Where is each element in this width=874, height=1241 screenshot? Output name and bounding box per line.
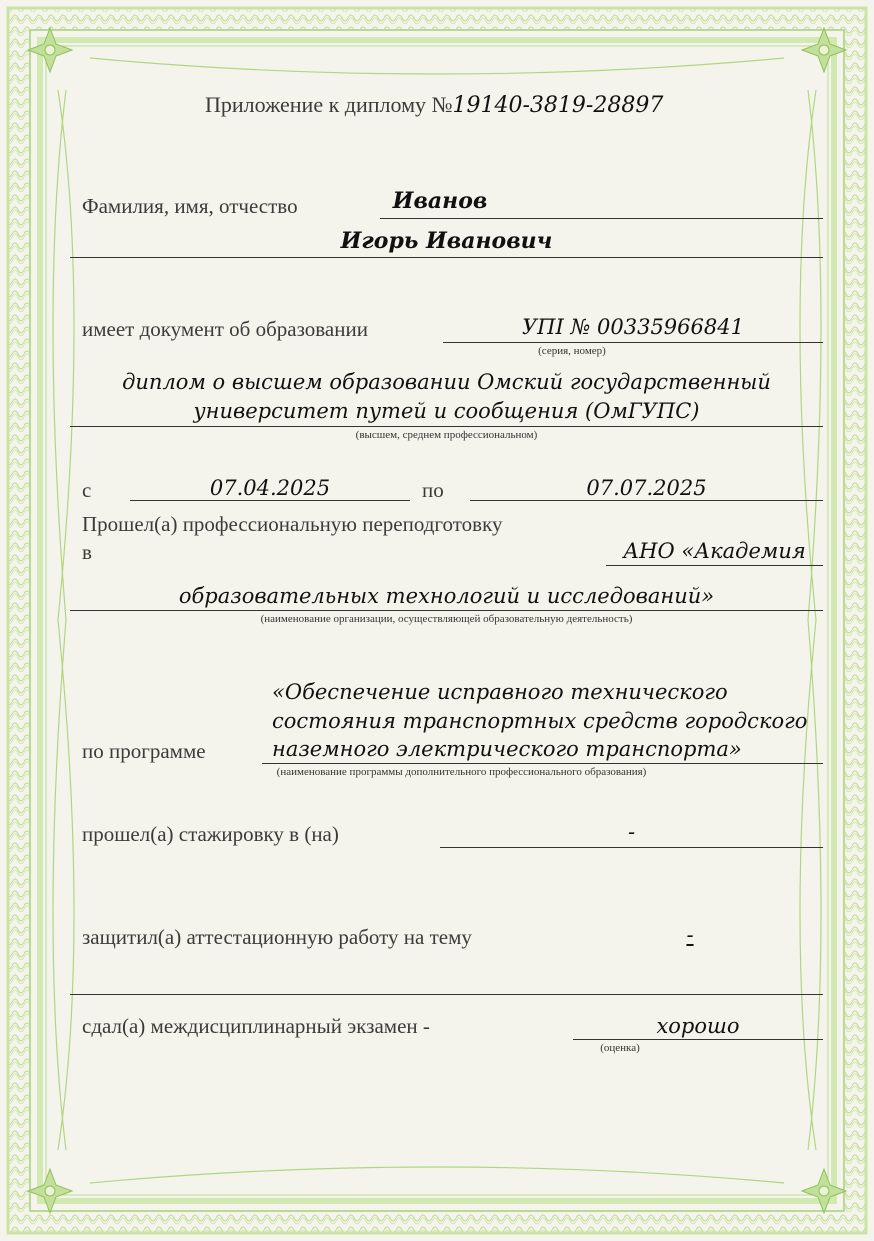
program-line3: наземного электрического транспорта» <box>272 737 742 761</box>
organization-line2-underline <box>70 610 823 611</box>
last-name-underline <box>380 218 823 219</box>
program-underline <box>262 763 823 764</box>
education-doc-number: УПI № 00335966841 <box>522 315 744 339</box>
education-level-caption: (высшем, среднем профессиональном) <box>355 429 538 441</box>
education-doc-number-underline <box>443 342 823 343</box>
organization-line1: АНО «Академия <box>623 539 806 563</box>
title-prefix: Приложение к диплому № <box>205 92 453 117</box>
education-desc-line2: университет путей и сообщения (ОмГУПС) <box>193 399 700 423</box>
last-name: Иванов <box>392 188 488 214</box>
grade-caption: (оценка) <box>600 1042 640 1054</box>
first-middle-underline <box>70 257 823 258</box>
organization-caption: (наименование организации, осуществляющей образовательную деятельность) <box>260 613 633 625</box>
organization-line1-underline <box>606 565 823 566</box>
document-title <box>205 92 663 118</box>
first-middle-name: Игорь Иванович <box>340 228 553 254</box>
thesis-underline <box>70 994 823 995</box>
exam-grade: хорошо <box>656 1014 740 1038</box>
period-from-underline <box>130 500 410 501</box>
program-caption: (наименование программы дополнительного профессионального образования) <box>276 766 647 778</box>
fio-label: Фамилия, имя, отчество <box>82 194 298 218</box>
internship-label: прошел(а) стажировку в (на) <box>82 822 339 846</box>
period-from-date: 07.04.2025 <box>209 476 331 500</box>
education-desc-underline <box>70 426 823 427</box>
appendix-number: 19140-3819-28897 <box>452 93 664 118</box>
series-number-caption: (серия, номер) <box>538 345 606 357</box>
program-line1: «Обеспечение исправного технического <box>272 680 728 704</box>
education-desc-line1: диплом о высшем образовании Омский государственный <box>122 370 771 394</box>
exam-label: сдал(а) междисциплинарный экзамен - <box>82 1014 430 1038</box>
period-from-label: с <box>82 478 92 502</box>
organization-line2: образовательных технологий и исследований» <box>178 584 715 608</box>
retraining-in-label: в <box>82 540 92 564</box>
retraining-label: Прошел(а) профессиональную переподготовку <box>82 512 503 536</box>
program-label: по программе <box>82 739 206 763</box>
internship-underline <box>440 847 823 848</box>
thesis-label: защитил(а) аттестационную работу на тему <box>82 925 472 949</box>
period-to-label: по <box>422 478 444 502</box>
education-doc-label: имеет документ об образовании <box>82 317 368 341</box>
program-line2: состояния транспортных средств городского <box>272 709 808 733</box>
period-to-date: 07.07.2025 <box>586 476 707 500</box>
exam-grade-underline <box>573 1039 823 1040</box>
internship-value: - <box>627 820 636 844</box>
thesis-value: - <box>686 923 694 947</box>
period-to-underline <box>470 500 823 501</box>
